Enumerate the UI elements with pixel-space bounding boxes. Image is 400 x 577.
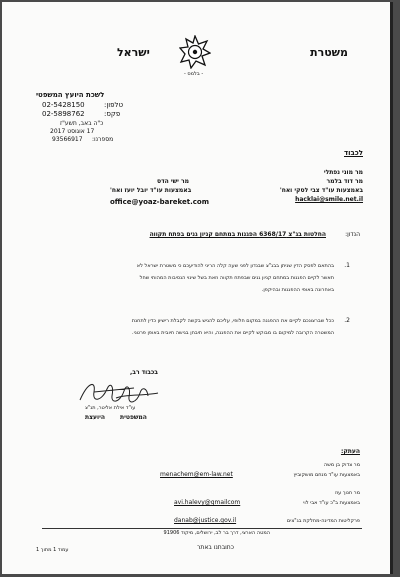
gregorian-date: 17 אוגוסט 2017 (50, 128, 95, 135)
department-title: לשכת היועץ המשפטי (36, 91, 105, 99)
recipient-left-1: מר ישי הדס (157, 178, 189, 185)
subject-label: הנדון: (345, 231, 360, 238)
closing-greeting: בכבוד רב, (130, 369, 158, 376)
recipient-left-email[interactable]: office@yoaz-bareket.com (110, 198, 209, 206)
paragraph-1-line-3: באחרונה באופי ההפגנות ובהיקפן. (261, 287, 334, 293)
signer-name: עו"ד אילת אליטר, תנ"צ (85, 405, 136, 411)
footer-address: המטה הארצי, דרך בר לב, ירושלים, מיקוד 91906 (163, 530, 270, 536)
reference-label: מספרנו: (92, 136, 114, 143)
paragraph-1-number: 1. (344, 262, 350, 269)
copy-2-name: מר חנוך עוז (335, 490, 360, 496)
paragraph-1-line-1: בהתאם לפסק הדין שניתן בבג"צ שבנדון לפני שעה קלה הריני להודיעכם כי משטרת ישראל לא (136, 263, 334, 269)
fax-label: פקס: (104, 110, 121, 118)
copy-2-email[interactable]: avi.halevy@gmailcom (174, 499, 241, 506)
to-label: לכבוד (344, 149, 363, 157)
copy-1-email[interactable]: menachem@em-law.net (160, 471, 233, 478)
copy-3-email[interactable]: danab@justice.gov.il (174, 517, 237, 524)
footer-website-label: כתובתנו באתר (197, 544, 234, 551)
org-name-right: ישראל (117, 46, 150, 59)
phone-value: 02-5428150 (42, 101, 85, 109)
fax-value: 02-5898762 (42, 110, 85, 118)
recipient-left-2: באמצעות עו"ד יובל יועז ואח' (110, 187, 192, 194)
footer-divider (42, 528, 362, 529)
copy-1-via: באמצעות עו"ד מנחם מושקוביץ (293, 472, 360, 478)
copy-2-via: באמצעות ב"כ עו"ד אבי לוי (303, 500, 360, 506)
recipient-right-email[interactable]: hacklai@smile.net.il (295, 196, 363, 203)
paragraph-1-line-2: תאשר לקיים הפגנות במתחם קניון גנים שבפתח תקווה וזאת בשל שינוי הנסיבות המהותי שחל (139, 275, 334, 281)
letter-page (2, 2, 393, 574)
paragraph-2-number: 2. (344, 317, 350, 324)
copies-label: העתק: (340, 448, 360, 455)
signer-title-left: היועצת (85, 414, 105, 421)
footer-page-number: עמוד 1 מתוך 1 (36, 547, 69, 553)
paragraph-2-line-2: המשטרה הקרובה למיקום בו מבוקש לקיים את ההפגנה, והיא תיבחן בגישה חיובית באופן פרטני. (132, 330, 334, 336)
recipient-right-3: באמצעות עו"ד צבי לסקי ואח' (279, 187, 363, 194)
classification-label: - בלמס - (184, 71, 204, 77)
police-emblem-icon (179, 35, 211, 69)
subject-text: החלטות בג"צ 6368/17 הפגנות במתחם קניון גנים בפתח תקווה (149, 231, 326, 238)
org-name-left: משטרת (310, 46, 348, 59)
signer-title-right: המשפטית (120, 414, 147, 421)
copy-1-name: מר צדוק בן משה (323, 462, 360, 468)
phone-label: טלפון: (104, 101, 124, 109)
hebrew-date: כ"ה באב, תשע"ז (60, 120, 104, 127)
paragraph-2-line-1: ככל שברצונכם לקיים את ההפגנה במקום חלופי, עליכם להגיש בקשה לקבלת רישיון כדין לתחנת (131, 318, 334, 324)
reference-number: 93566917 (52, 136, 83, 143)
recipient-right-1: מר מוני נפתלי (323, 169, 363, 176)
recipient-right-2: מר דוד בלמר (326, 178, 363, 185)
copy-3-name: פרקליטות המדינה-מחלקת בג"צים (286, 518, 360, 524)
